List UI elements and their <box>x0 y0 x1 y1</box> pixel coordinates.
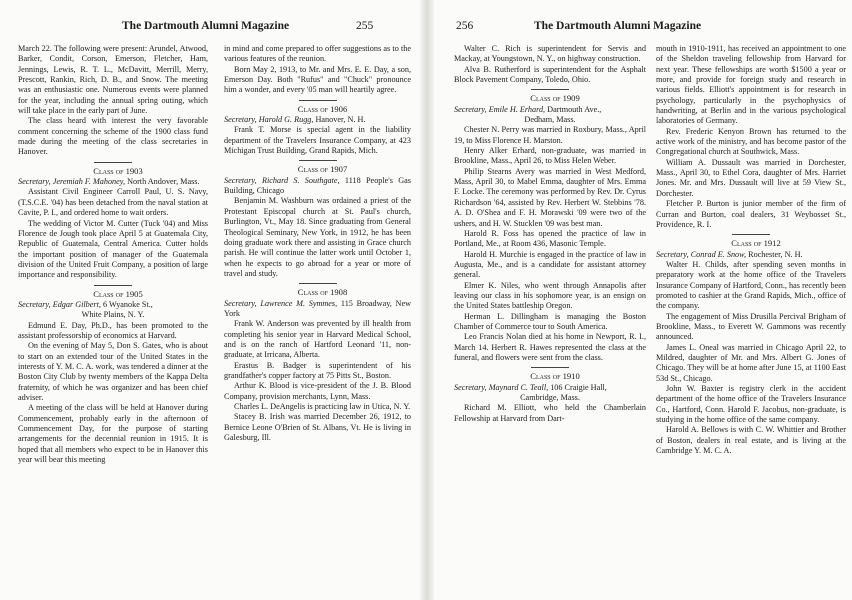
secretary-name: Secretary, Lawrence M. Symmes, <box>224 298 338 308</box>
paragraph: William A. Dussault was married in Dorchester, Mass., April 30, to Ethel Cora, daughter of Mrs. Harriet Jones. Mr. and Mrs. Dussault will live at 59 View St., Dorchester. <box>656 157 846 198</box>
class-heading-1908: Class of 1908 <box>297 287 348 298</box>
paragraph: Assistant Civil Engineer Carroll Paul, U. S. Navy, (T.S.C.E. '04) has been detached from the naval station at Cavite, P. I., and ordered home to wait orders. <box>18 187 208 218</box>
secretary-name: Secretary, Maynard C. Teall, <box>454 382 549 392</box>
divider <box>299 100 337 101</box>
secretary-address: 6 Wyanoke St., <box>102 299 153 309</box>
paragraph: Henry Alker Erhard, non-graduate, was married in Brookline, Mass., April 26, to Miss Helen Weber. <box>454 146 646 166</box>
left-page-header <box>122 20 289 32</box>
paragraph: Richard M. Elliott, who held the Chamberlain Fellowship at Harvard from Dart- <box>454 403 646 423</box>
paragraph: Arthur K. Blood is vice-president of the J. B. Blood Company, provision merchants, Lynn, Mass. <box>224 381 411 401</box>
paragraph: Frank W. Anderson was prevented by ill health from completing his senior year in Harvard Medical School, and is on the ranch of Hartford Leonard '11, non-graduate, at Irricana, Alberta. <box>224 319 411 360</box>
paragraph: Fletcher P. Burton is junior member of the firm of Curran and Burton, coal dealers, 31 Weybosset St., Providence, R. I. <box>656 199 846 229</box>
right-page <box>434 0 852 600</box>
secretary-line <box>454 105 646 115</box>
class-heading-1906: Class of 1906 <box>297 103 348 114</box>
paragraph: Chester N. Perry was married in Roxbury, Mass., April 19, to Miss Florence H. Marston. <box>454 125 646 145</box>
paragraph: The engagement of Miss Drusilla Percival Brigham of Brookline, Mass., to Everett W. Gammons was recently announced. <box>656 311 846 342</box>
paragraph: On the evening of May 5, Don S. Gates, who is about to start on an extended tour of the United States in the interests of Y. M. C. A. work, was tendered a dinner at the Boston City Club by twenty members of the Kappa Delta fraternity, of which he was organizer and has been chief adviser. <box>18 341 208 402</box>
paragraph: Walter C. Rich is superintendent for Servis and Mackay, at Youngstown, N. Y., on highway construction. <box>454 44 646 64</box>
divider <box>299 160 337 161</box>
class-heading-1909: Class of 1909 <box>530 93 580 104</box>
paragraph: James L. Oneal was married in Chicago April 22, to Mildred, daughter of Mr. and Mrs. Albert G. Jones of Chicago. They will be at home after June 15, at 1100 East 53d St., Chicago. <box>656 342 846 383</box>
paragraph: Philip Stearns Avery was married in West Medford, Mass, April 30, to Mabel Emma, daughter of Mrs. Emma F. Locke. The ceremony was performed by Rev. Dr. Cyrus Richardson '64, assisted by Rev. Herbert W. Stebbins '78. A. D. O'Shea and F. H. Morawski '09 were two of the ushers, and H. W. Stucklen '09 was best man. <box>454 166 646 228</box>
paragraph: Edmund E. Day, Ph.D., has been promoted to the assistant professorship of economics at Harvard. <box>18 320 208 340</box>
secretary-line <box>224 176 411 197</box>
divider <box>531 89 569 90</box>
paragraph: March 22. The following were present: Arundel, Atwood, Barker, Condit, Corson, Emerson, Fletcher, Ham, Jennings, Lewis, R. T. L., McDavitt, Merrill, Merry, Prescott, Rankin, Rich, D. B., and Snow. The meeting was an enthusiastic one. Numerous events were planned for the year, including the annual spring outing, which will take place in the early part of June. <box>18 44 208 116</box>
secretary-name: Secretary, Edgar Gilbert, <box>18 299 101 309</box>
paragraph: John W. Baxter is registry clerk in the accident department of the home office of the Travelers Insurance Co., Hartford, Conn. Harold F. Jacobus, non-graduate, is studying in the home office of the same company. <box>656 384 846 425</box>
class-heading-1905: Class of 1905 <box>93 288 143 299</box>
secretary-line <box>18 177 208 187</box>
paragraph: Alva B. Rutherford is superintendent for the Asphalt Block Pavement Company, Toledo, Ohio. <box>454 64 646 85</box>
class-heading-1912: Class of 1912 <box>731 238 781 249</box>
right-page-title: The Dartmouth Alumni Magazine <box>534 20 702 32</box>
secretary-name: Secretary, Conrad E. Snow, <box>656 249 747 259</box>
secretary-line <box>224 115 411 125</box>
paragraph: Elmer K. Niles, who went through Annapolis after leaving our class in his sophomore year, is an ensign on the United States battleship Oregon. <box>454 280 646 311</box>
secretary-place: White Plains, N. Y. <box>81 310 145 320</box>
left-column-1 <box>18 44 208 465</box>
secretary-name: Secretary, Emile H. Erhard, <box>454 104 546 114</box>
right-column-1 <box>454 44 646 424</box>
paragraph: Stacey B. Irish was married December 26, 1912, to Bernice Leone O'Brien of St. Albans, Vt. He is living in Galesburg, Ill. <box>224 412 411 443</box>
secretary-line <box>656 250 846 260</box>
paragraph: Rev. Frederic Kenyon Brown has returned to the active work of the ministry, and has become pastor of the Congregational church at Southwick, Mass. <box>656 126 846 157</box>
paragraph: Harold R. Foss has opened the practice of law in Portland, Me., at Room 436, Masonic Temple. <box>454 228 646 249</box>
left-page-number: 255 <box>356 20 374 32</box>
paragraph: mouth in 1910-1911, has received an appointment to one of the Sheldon traveling fellowship from Harvard for next year. These fellowships are worth $1500 a year or more, and provide for foreign study and research in various fields. Elliott's appointment is for research in psychology, particularly in the psychophysics of handwriting, at Berlin and in the various psychological laboratories of Germany. <box>656 44 846 126</box>
divider <box>94 285 132 286</box>
paragraph: The class heard with interest the very favorable comment concerning the scheme of the 1900 class fund made during the meeting of the class secretaries in Hanover. <box>18 116 208 157</box>
secretary-address: 115 Broadway, New York <box>224 298 412 318</box>
paragraph: The wedding of Victor M. Cutter (Tuck '04) and Miss Florence de Jough took place April 5 at Guatemala City, Republic of Guatemala, Central America. Cutter holds the important position of manager of the Guatemala division of the United Fruit Company, a position of large importance and responsibility. <box>18 218 208 280</box>
paragraph: Erastus B. Badger is superintendent of his grandfather's copper factory at 75 Pitts St., Boston. <box>224 360 411 380</box>
divider <box>732 234 770 235</box>
secretary-address: 1118 People's Gas Building, Chicago <box>224 175 411 196</box>
secretary-address: Dartmouth Ave., <box>547 104 602 114</box>
secretary-name: Secretary, Richard S. Southgate, <box>224 175 340 185</box>
left-page-title: The Dartmouth Alumni Magazine <box>122 20 290 32</box>
right-page-number: 256 <box>456 20 474 32</box>
paragraph: Born May 2, 1913, to Mr. and Mrs. E. E. Day, a son, Emerson Day. Both "Rufus" and "Chuck" pronounce him a wonder, and every '05 man will heartily agree. <box>224 64 411 95</box>
divider <box>299 283 337 284</box>
secretary-place: Dedham, Mass. <box>524 115 576 125</box>
paragraph: Walter H. Childs, after spending seven months in preparatory work at the home office of the Travelers Insurance Company of Hartford, Conn., has recently been promoted to cashier at the Grand Rapids, Mich., office of the company. <box>656 259 846 311</box>
secretary-address: North Andover, Mass. <box>127 177 200 187</box>
paragraph: Benjamin M. Washburn was ordained a priest of the Protestant Episcopal church at St. Paul's church, Burlington, Vt., May 18. Since graduating from General Theological Seminary, New York, in 1912, he has been doing graduate work there and assisting in Grace church parish. He will continue the latter work until October 1, when he expects to go abroad for a year or more of travel and study. <box>224 196 411 278</box>
paragraph: in mind and come prepared to offer suggestions as to the various features of the reunion. <box>224 44 411 64</box>
page-gutter <box>420 0 434 600</box>
paragraph: A meeting of the class will be held at Hanover during Commencement, probably early in the afternoon of Commencement Day, for the purpose of starting arrangements for the decennial reunion in 1915. It is hoped that all members who expect to be in Hanover this year will bear this meeting <box>18 403 208 465</box>
paragraph: Leo Francis Nolan died at his home in Newport, R. I., March 14. Herbert R. Hawes represented the class at the funeral, and flowers were sent from the class. <box>454 332 646 362</box>
right-page-header <box>534 20 701 32</box>
paragraph: Harold A. Bellows is with C. W. Whittier and Brother of Boston, dealers in real estate, and is living at the Cambridge Y. M. C. A. <box>656 425 846 456</box>
left-page <box>0 0 420 600</box>
secretary-place: Cambridge, Mass. <box>520 393 580 402</box>
secretary-line <box>454 383 646 393</box>
secretary-name: Secretary, Jeremiah F. Mahoney, <box>18 177 126 187</box>
class-heading-1907: Class of 1907 <box>297 164 348 175</box>
secretary-address: Rochester, N. H. <box>748 249 803 259</box>
paragraph: Charles L. DeAngelis is practicing law in Utica, N. Y. <box>234 402 411 411</box>
paragraph: Harold H. Murchie is engaged in the practice of law in Augusta, Me., and is a candidate for assistant attorney general. <box>454 249 646 280</box>
class-heading-1903: Class of 1903 <box>93 165 143 176</box>
secretary-line <box>18 300 208 310</box>
secretary-address: Hanover, N. H. <box>315 115 366 125</box>
secretary-address: 106 Craigie Hall, <box>550 382 607 392</box>
right-column-2 <box>656 44 846 456</box>
paragraph: Frank T. Morse is special agent in the liability department of the Travelers Insurance Company, at 423 Michigan Trust Building, Grand Rapids, Mich. <box>224 125 411 156</box>
divider <box>531 367 569 368</box>
secretary-name: Secretary, Harold G. Rugg, <box>224 115 314 125</box>
left-column-2 <box>224 44 411 443</box>
class-heading-1910: Class of 1910 <box>530 371 580 382</box>
divider <box>94 162 132 163</box>
paragraph: Herman L. Dillingham is managing the Boston Chamber of Commerce tour to South America. <box>454 311 646 331</box>
secretary-line <box>224 299 411 320</box>
